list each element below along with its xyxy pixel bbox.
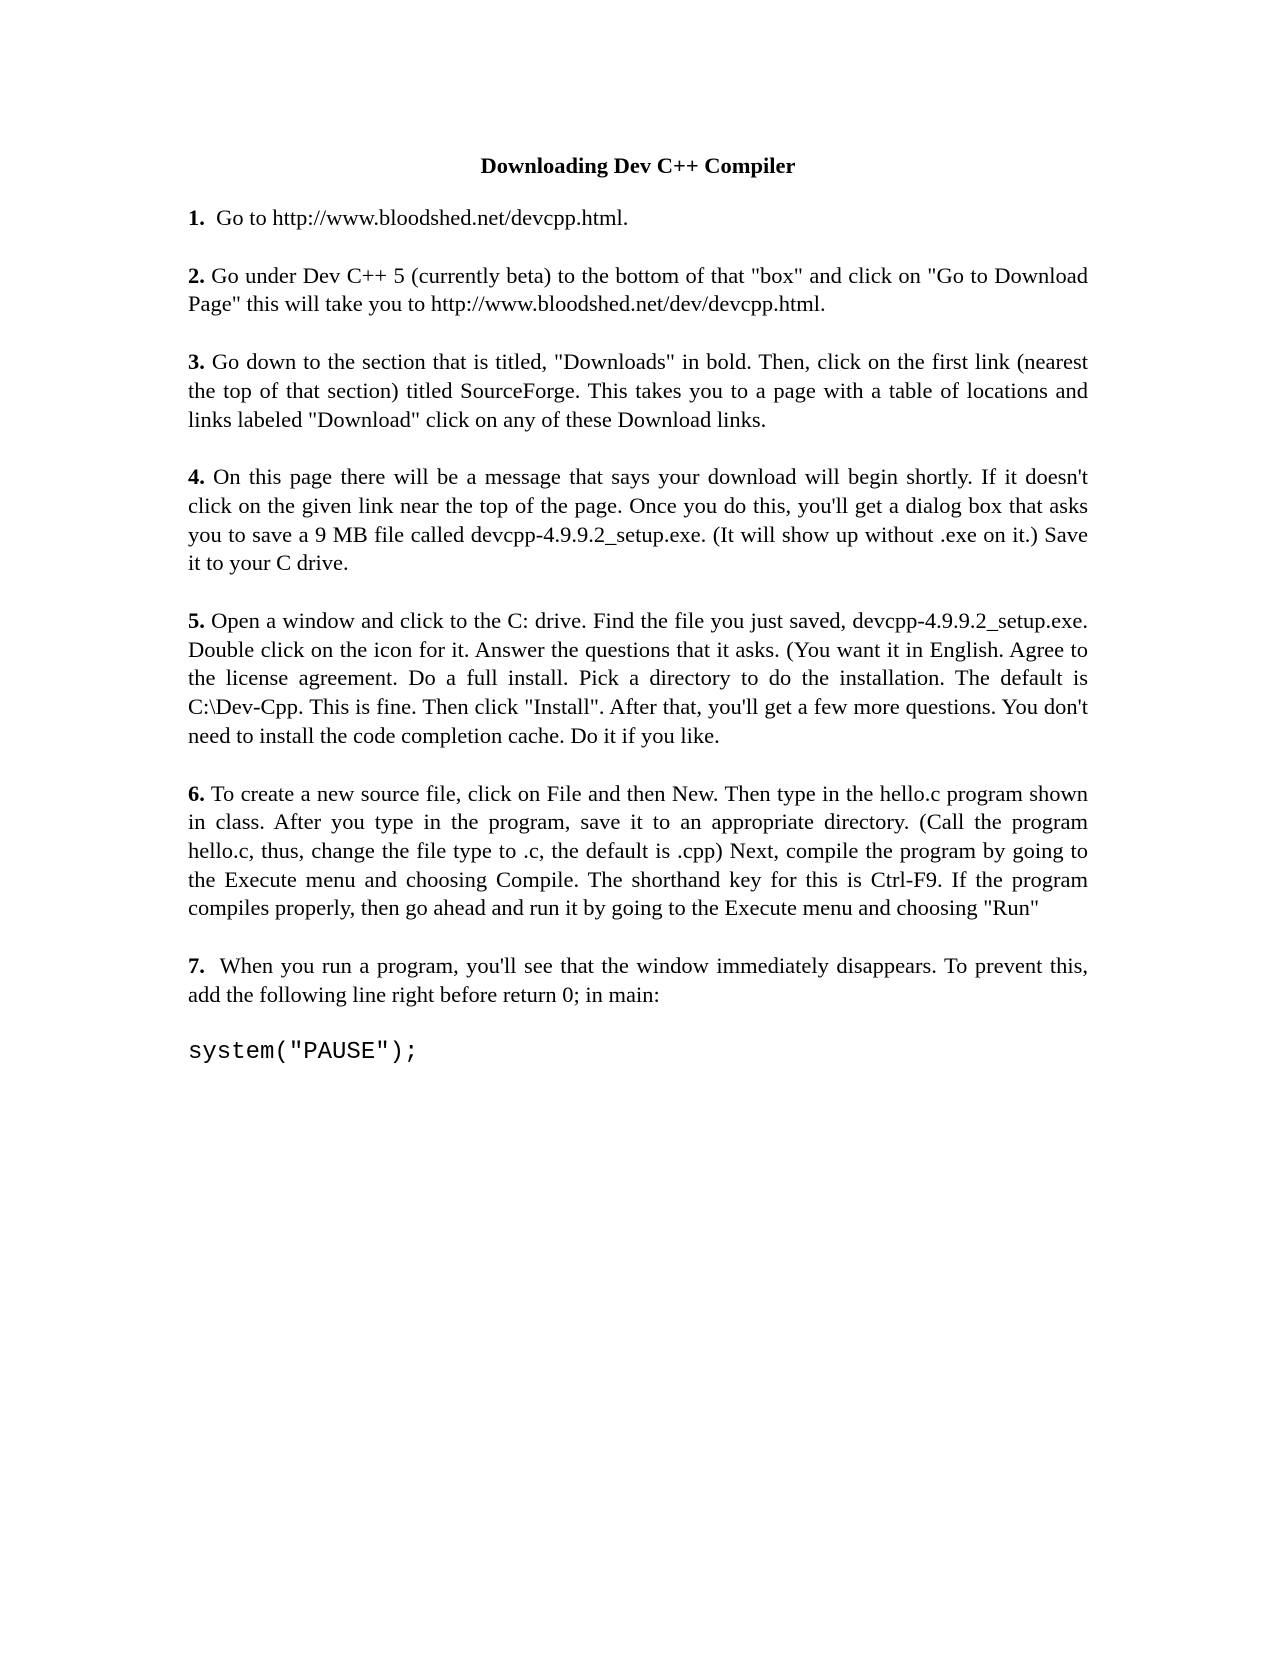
- step-text: Go to http://www.bloodshed.net/devcpp.html.: [216, 205, 629, 230]
- step-2: [188, 262, 1088, 319]
- step-6: [188, 780, 1088, 924]
- step-text: Go down to the section that is titled, "Downloads" in bold. Then, click on the first link (nearest the top of that section) titled SourceForge. This takes you to a page with a table of locations and links labeled "Download" click on any of these Download links.: [188, 349, 1089, 432]
- step-7: [188, 952, 1088, 1009]
- step-number: 7.: [188, 953, 205, 979]
- step-text: Open a window and click to the C: drive. Find the file you just saved, devcpp-4.9.9.2_setup.exe. Double click on the icon for it. Answer the questions that it asks. (You want it in English. Agree to the license agreement. Do a full install. Pick a directory to do the installation. The default is C:\Dev-Cpp. This is fine. Then click "Install". After that, you'll get a few more questions. You don't need to install the code completion cache. Do it if you like.: [188, 608, 1088, 748]
- step-4: [188, 463, 1088, 578]
- step-text: On this page there will be a message that says your download will begin shortly. If it doesn't click on the given link near the top of the page. Once you do this, you'll get a dialog box that asks you to save a 9 MB file called devcpp-4.9.9.2_setup.exe. (It will show up without .exe on it.) Save it to your C drive.: [188, 464, 1089, 576]
- step-number: 6.: [188, 780, 205, 806]
- step-1: [188, 204, 1088, 233]
- step-text: When you run a program, you'll see that the window immediately disappears. To prevent this, add the following line right before return 0; in main:: [188, 953, 1088, 1007]
- step-number: 2.: [188, 262, 205, 288]
- step-number: 5.: [188, 608, 205, 634]
- step-text: Go under Dev C++ 5 (currently beta) to the bottom of that "box" and click on "Go to Download Page" this will take you to http://www.bloodshed.net/dev/devcpp.html.: [188, 262, 1089, 317]
- step-text: To create a new source file, click on File and then New. Then type in the hello.c program shown in class. After you type in the program, save it to an appropriate directory. (Call the program hello.c, thus, change the file type to .c, the default is .cpp) Next, compile the program by going to the Execute menu and choosing Compile. The shorthand key for this is Ctrl-F9. If the program compiles properly, then go ahead and run it by going to the Execute menu and choosing "Run": [188, 780, 1088, 921]
- step-number: 1.: [188, 205, 205, 230]
- step-number: 3.: [188, 349, 205, 375]
- document-page: [188, 150, 1088, 1068]
- step-3: [188, 348, 1088, 434]
- step-number: 4.: [188, 464, 205, 490]
- step-5: [188, 607, 1088, 751]
- document-title: Downloading Dev C++ Compiler: [480, 153, 796, 178]
- code-snippet: system("PAUSE");: [188, 1039, 419, 1067]
